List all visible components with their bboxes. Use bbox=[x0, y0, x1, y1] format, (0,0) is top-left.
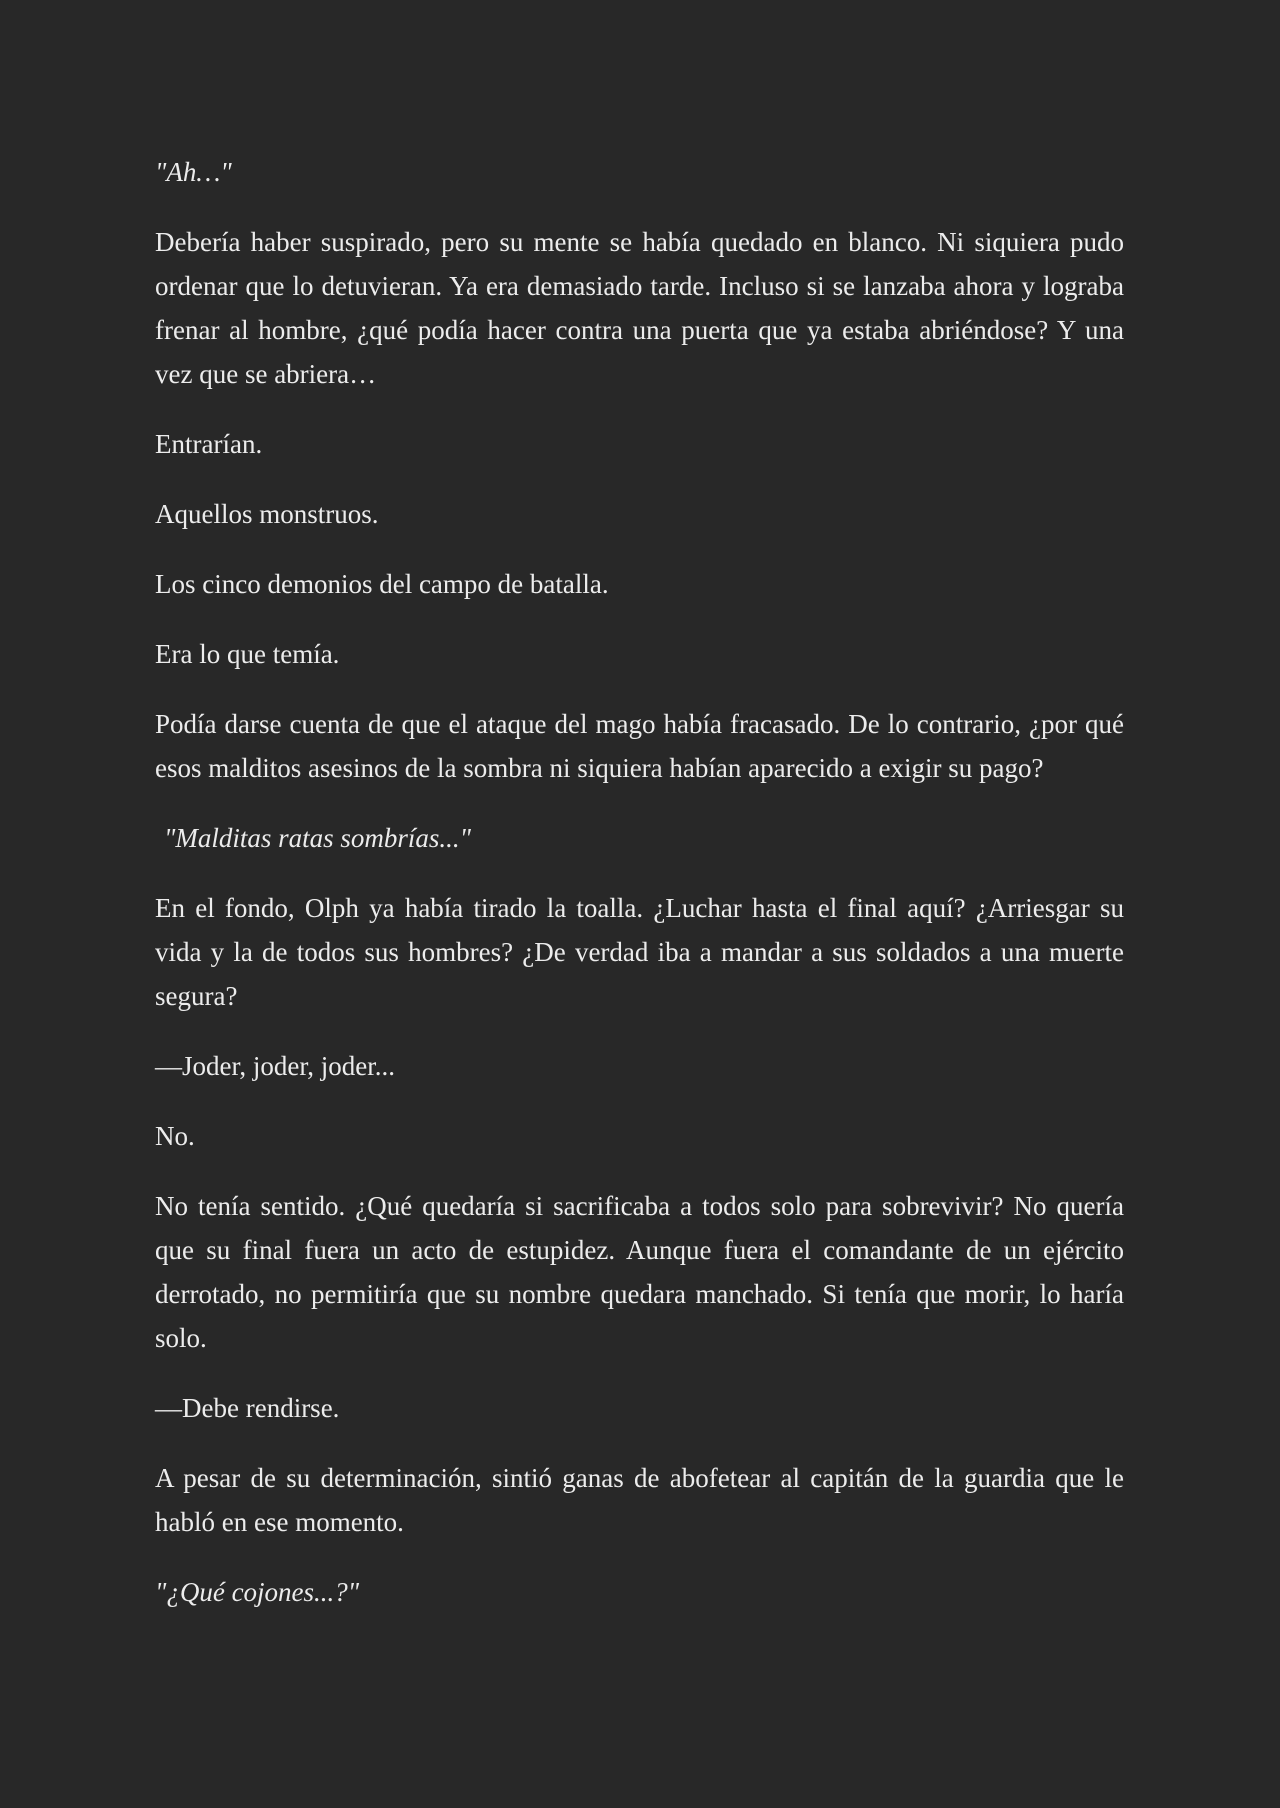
paragraph-dialogue: "¿Qué cojones...?" bbox=[155, 1577, 360, 1607]
document-page bbox=[155, 150, 1124, 1640]
paragraph: Los cinco demonios del campo de batalla. bbox=[155, 569, 609, 599]
paragraph: —Joder, joder, joder... bbox=[155, 1051, 396, 1081]
paragraph: Entrarían. bbox=[155, 429, 263, 459]
paragraph: Aquellos monstruos. bbox=[155, 499, 379, 529]
paragraph: —Debe rendirse. bbox=[155, 1393, 340, 1423]
paragraph: A pesar de su determinación, sintió ganas de abofetear al capitán de la guardia que le habló en ese momento. bbox=[155, 1463, 1124, 1537]
paragraph-dialogue: "Malditas ratas sombrías..." bbox=[164, 823, 471, 853]
paragraph: En el fondo, Olph ya había tirado la toalla. ¿Luchar hasta el final aquí? ¿Arriesgar su vida y la de todos sus hombres? ¿De verdad iba a mandar a sus soldados a una muerte segura? bbox=[155, 893, 1124, 1011]
paragraph: Podía darse cuenta de que el ataque del mago había fracasado. De lo contrario, ¿por qué esos malditos asesinos de la sombra ni siquiera habían aparecido a exigir su pago? bbox=[155, 709, 1124, 783]
paragraph-dialogue: "Ah…" bbox=[155, 157, 232, 187]
paragraph: Era lo que temía. bbox=[155, 639, 340, 669]
paragraph: No. bbox=[155, 1121, 195, 1151]
paragraph: Debería haber suspirado, pero su mente se había quedado en blanco. Ni siquiera pudo ordenar que lo detuvieran. Ya era demasiado tarde. Incluso si se lanzaba ahora y lograba frenar al hombre, ¿qué podía hacer contra una puerta que ya estaba abriéndose? Y una vez que se abriera… bbox=[155, 227, 1124, 389]
paragraph: No tenía sentido. ¿Qué quedaría si sacrificaba a todos solo para sobrevivir? No quería que su final fuera un acto de estupidez. Aunque fuera el comandante de un ejército derrotado, no permitiría que su nombre quedara manchado. Si tenía que morir, lo haría solo. bbox=[155, 1191, 1124, 1353]
